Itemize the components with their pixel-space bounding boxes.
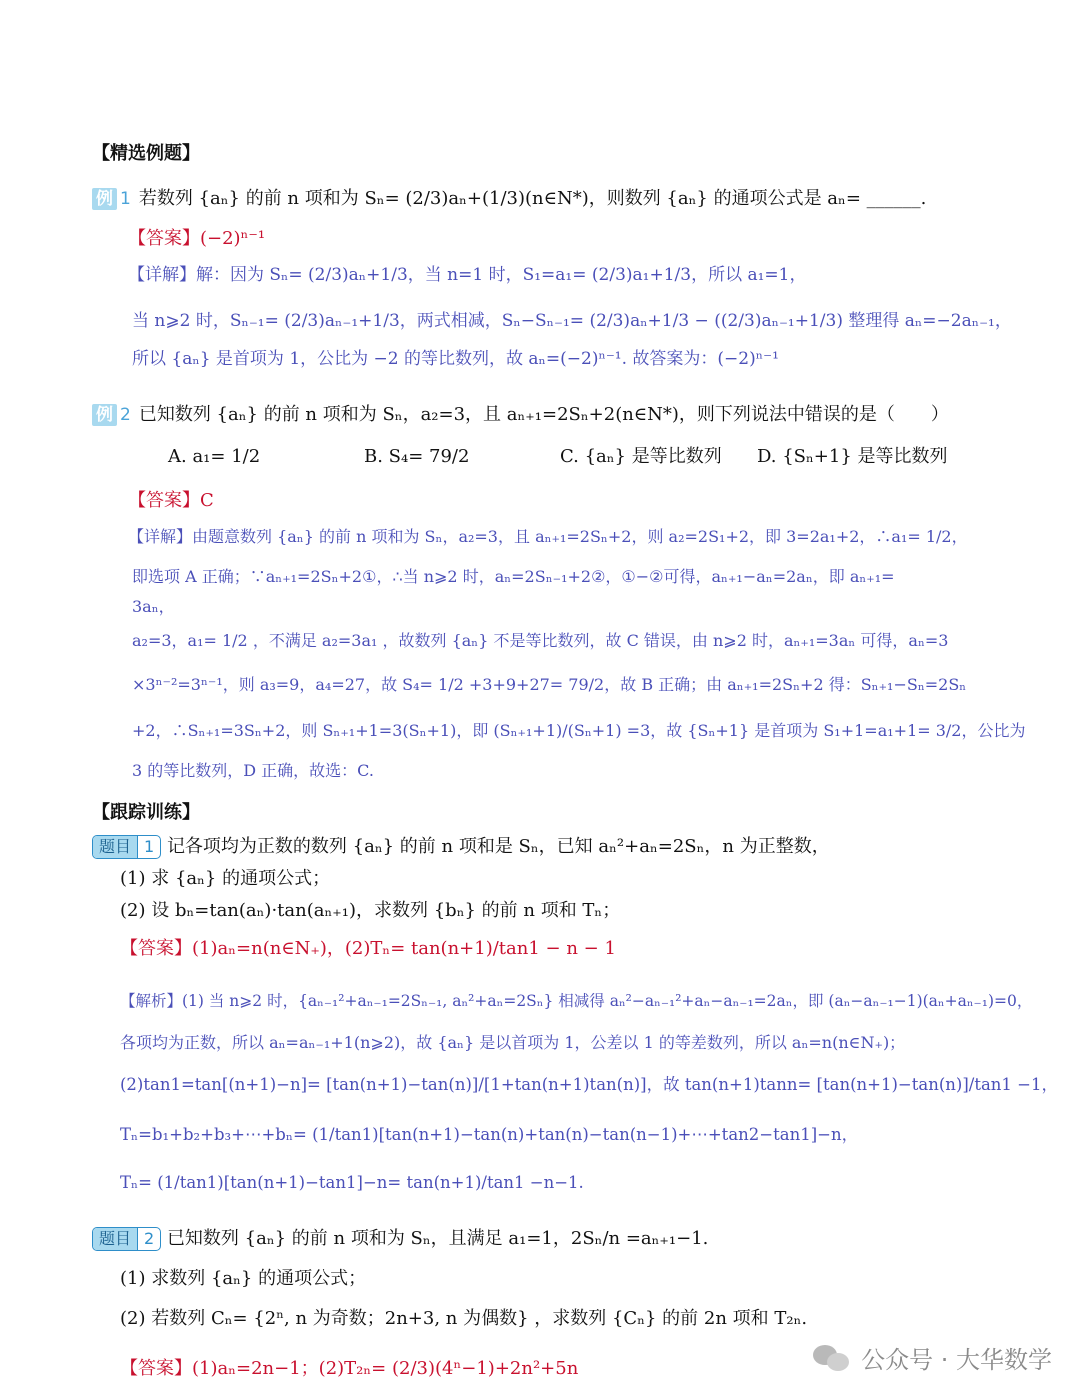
example-1-question: 若数列 {aₙ} 的前 n 项和为 Sₙ= (2/3)aₙ+(1/3)(n∈N*)，则数列 {aₙ} 的通项公式是 aₙ= ______. xyxy=(138,188,927,209)
problem-1-part-1: (1) 求 {aₙ} 的通项公式； xyxy=(120,868,331,889)
problem-2-answer: 【答案】(1)aₙ=2n−1；(2)T₂ₙ= (2/3)(4ⁿ−1)+2n²+5n xyxy=(120,1358,579,1379)
example-2-detail-line-6: +2，∴Sₙ₊₁=3Sₙ+2，则 Sₙ₊₁+1=3(Sₙ+1)，即 (Sₙ₊₁+1)/(Sₙ+1) =3，故 {Sₙ+1} 是首项为 S₁+1=a₁+1= 3/2，公比为 xyxy=(132,721,1026,740)
example-2-detail-line-1: 【详解】由题意数列 {aₙ} 的前 n 项和为 Sₙ，a₂=3，且 aₙ₊₁=2Sₙ+2，则 a₂=2S₁+2，即 3=2a₁+2，∴a₁= 1/2， xyxy=(128,527,968,546)
example-2-detail-line-5: ×3ⁿ⁻²=3ⁿ⁻¹，则 a₃=9，a₄=27，故 S₄= 1/2 +3+9+27= 79/2，故 B 正确；由 aₙ₊₁=2Sₙ+2 得：Sₙ₊₁−Sₙ=2Sₙ xyxy=(132,675,967,694)
problem-1-solution-line-2: 各项均为正数，所以 aₙ=aₙ₋₁+1(n⩾2)，故 {aₙ} 是以首项为 1，公差以 1 的等差数列，所以 aₙ=n(n∈N₊)； xyxy=(120,1033,906,1052)
problem-1-solution-line-4: Tₙ=b₁+b₂+b₃+⋯+bₙ= (1/tan1)[tan(n+1)−tan(n)+tan(n)−tan(n−1)+⋯+tan2−tan1]−n， xyxy=(120,1125,859,1144)
example-1-detail-line-2: 当 n⩾2 时，Sₙ₋₁= (2/3)aₙ₋₁+1/3，两式相减，Sₙ−Sₙ₋₁= (2/3)aₙ+1/3 − ((2/3)aₙ₋₁+1/3) 整理得 aₙ=−2aₙ₋₁， xyxy=(132,311,1012,331)
problem-number: 2 xyxy=(137,1228,160,1250)
option-d: D. {Sₙ+1} 是等比数列 xyxy=(757,446,948,467)
problem-number: 1 xyxy=(137,836,160,858)
problem-1-part-2: (2) 设 bₙ=tan(aₙ)·tan(aₙ₊₁)，求数列 {bₙ} 的前 n 项和 Tₙ； xyxy=(120,900,621,921)
watermark-text: 公众号 · 大华数学 xyxy=(861,1346,1052,1374)
option-b: B. S₄= 79/2 xyxy=(364,446,470,467)
example-2-question-line xyxy=(92,402,949,428)
example-2-answer: 【答案】C xyxy=(128,490,214,511)
example-number: 2 xyxy=(120,405,131,425)
problem-1-question-line xyxy=(92,834,830,860)
example-number: 1 xyxy=(120,189,131,209)
example-2-detail-line-2: 即选项 A 正确；∵aₙ₊₁=2Sₙ+2①，∴当 n⩾2 时，aₙ=2Sₙ₋₁+2②，①−②可得，aₙ₊₁−aₙ=2aₙ，即 aₙ₊₁= xyxy=(132,567,895,586)
watermark xyxy=(813,1340,1052,1375)
option-a: A. a₁= 1/2 xyxy=(168,446,261,467)
problem-2-part-2: (2) 若数列 Cₙ= {2ⁿ, n 为奇数；2n+3, n 为偶数} ，求数列 {Cₙ} 的前 2n 项和 T₂ₙ. xyxy=(120,1308,808,1329)
problem-2-question-line xyxy=(92,1226,708,1252)
problem-2-part-1: (1) 求数列 {aₙ} 的通项公式； xyxy=(120,1268,367,1289)
problem-2-question: 已知数列 {aₙ} 的前 n 项和为 Sₙ，且满足 a₁=1，2Sₙ/n =aₙ₊₁−1. xyxy=(166,1228,709,1249)
example-2-question: 已知数列 {aₙ} 的前 n 项和为 Sₙ，a₂=3，且 aₙ₊₁=2Sₙ+2(n∈N*)，则下列说法中错误的是（ ） xyxy=(138,404,949,425)
problem-tag: 题目 xyxy=(93,1228,137,1250)
problem-1-answer: 【答案】(1)aₙ=n(n∈N₊)，(2)Tₙ= tan(n+1)/tan1 − n − 1 xyxy=(120,938,616,959)
example-2-detail-line-3: 3aₙ， xyxy=(132,597,175,616)
example-tag: 例 xyxy=(92,404,117,426)
section-title-practice: 【跟踪训练】 xyxy=(92,802,200,823)
problem-1-solution-line-3: (2)tan1=tan[(n+1)−n]= [tan(n+1)−tan(n)]/[1+tan(n+1)tan(n)]，故 tan(n+1)tann= [tan(n+1)−tan(n)]/tan1 −1， xyxy=(120,1075,1058,1094)
wechat-icon xyxy=(813,1343,851,1373)
example-2-detail-line-7: 3 的等比数列，D 正确，故选：C. xyxy=(132,761,374,780)
example-1-detail-line-1: 【详解】解：因为 Sₙ= (2/3)aₙ+1/3，当 n=1 时，S₁=a₁= (2/3)a₁+1/3，所以 a₁=1， xyxy=(128,265,807,285)
problem-label xyxy=(92,1227,161,1251)
problem-1-solution-line-1: 【解析】(1) 当 n⩾2 时，{aₙ₋₁²+aₙ₋₁=2Sₙ₋₁, aₙ²+aₙ=2Sₙ} 相减得 aₙ²−aₙ₋₁²+aₙ−aₙ₋₁=2aₙ，即 (aₙ−aₙ₋₁−1)(aₙ+aₙ₋₁)=0， xyxy=(120,992,1033,1010)
option-c: C. {aₙ} 是等比数列 xyxy=(560,446,722,467)
problem-label xyxy=(92,835,161,859)
problem-1-solution-line-5: Tₙ= (1/tan1)[tan(n+1)−tan1]−n= tan(n+1)/tan1 −n−1. xyxy=(120,1173,584,1192)
example-tag: 例 xyxy=(92,188,117,210)
section-title-examples: 【精选例题】 xyxy=(92,143,200,164)
problem-tag: 题目 xyxy=(93,836,137,858)
problem-1-question: 记各项均为正数的数列 {aₙ} 的前 n 项和是 Sₙ，已知 aₙ²+aₙ=2Sₙ，n 为正整数， xyxy=(166,836,830,857)
example-1-answer: 【答案】(−2)ⁿ⁻¹ xyxy=(128,228,266,249)
example-2-detail-line-4: a₂=3，a₁= 1/2 ，不满足 a₂=3a₁ ，故数列 {aₙ} 不是等比数列，故 C 错误，由 n⩾2 时，aₙ₊₁=3aₙ 可得，aₙ=3 xyxy=(132,631,949,650)
example-1-question-line xyxy=(92,186,926,212)
example-1-detail-line-3: 所以 {aₙ} 是首项为 1，公比为 −2 的等比数列，故 aₙ=(−2)ⁿ⁻¹. 故答案为：(−2)ⁿ⁻¹ xyxy=(132,349,779,369)
